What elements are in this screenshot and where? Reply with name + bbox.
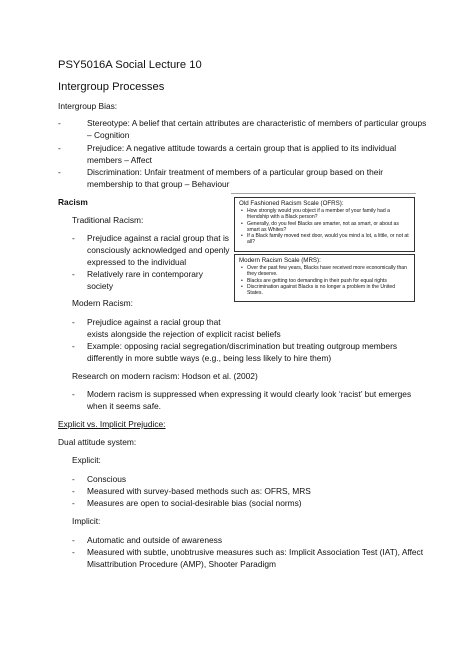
bullet-marker: - (58, 118, 61, 128)
explicit-item-1: Conscious (87, 474, 127, 484)
bullet-marker: - (72, 389, 75, 399)
ofrs-list (239, 208, 410, 246)
research-label: Research on modern racism: Hodson et al. (2002) (72, 371, 258, 381)
section-title: Intergroup Processes (58, 81, 165, 93)
traditional-item-2-line-2: society (87, 281, 114, 291)
bias-item-stereotype: Stereotype: A belief that certain attributes are characteristic of members of particular groups (87, 118, 427, 128)
modern-item-1-line-2: exists alongside the rejection of explicit racist beliefs (87, 329, 281, 339)
traditional-item-1-line-3: expressed to the individual (87, 257, 187, 267)
mrs-item: • Blacks are getting too demanding in their push for equal rights (247, 278, 410, 284)
traditional-item-2-line-1: Relatively rare in contemporary (87, 269, 203, 279)
bullet-marker: - (72, 269, 75, 279)
bullet-marker: - (72, 341, 75, 351)
explicit-item-3: Measures are open to social-desirable bias (social norms) (87, 498, 302, 508)
bullet-marker: - (72, 535, 75, 545)
modern-item-2-line-2: differently in more subtle ways (e.g., being less likely to hire them) (87, 353, 332, 363)
ofrs-box (234, 197, 415, 252)
bias-item-stereotype-cont: – Cognition (87, 130, 130, 140)
mrs-list (239, 265, 410, 296)
explicit-item-2: Measured with survey-based methods such as: OFRS, MRS (87, 486, 311, 496)
implicit-item-2-line-2: Misattribution Procedure (AMP), Shooter Paradigm (87, 559, 276, 569)
modern-item-1-line-1: Prejudice against a racial group that (87, 317, 221, 327)
bias-item-prejudice-cont: members – Affect (87, 155, 153, 165)
mrs-item: • Discrimination against Blacks is no longer a problem in the United States. (247, 284, 410, 297)
traditional-racism-label: Traditional Racism: (72, 215, 144, 225)
course-title: PSY5016A Social Lecture 10 (58, 59, 202, 71)
bullet-marker: - (72, 474, 75, 484)
traditional-item-1-line-1: Prejudice against a racial group that is (87, 233, 229, 243)
ofrs-title: Old Fashioned Racism Scale (OFRS): (239, 200, 344, 207)
bias-item-discrimination: Discrimination: Unfair treatment of members of a particular group based on their (87, 167, 384, 177)
bullet-marker: - (58, 143, 61, 153)
racism-heading: Racism (58, 197, 88, 207)
implicit-item-1: Automatic and outside of awareness (87, 535, 223, 545)
bullet-marker: - (72, 498, 75, 508)
bullet-marker: - (72, 317, 75, 327)
bullet-marker: - (58, 167, 61, 177)
implicit-item-2-line-1: Measured with subtle, unobtrusive measures such as: Implicit Association Test (IAT), Affect (87, 547, 424, 557)
bullet-marker: - (72, 547, 75, 557)
intergroup-bias-label: Intergroup Bias: (58, 101, 118, 111)
dual-attitude-label: Dual attitude system: (58, 437, 137, 447)
research-item-line-2: when it seems safe. (87, 401, 162, 411)
mrs-title: Modern Racism Scale (MRS): (239, 257, 321, 264)
bullet-marker: - (72, 233, 75, 243)
modern-racism-label: Modern Racism: (72, 298, 133, 308)
mrs-box (234, 254, 415, 302)
explicit-label: Explicit: (72, 455, 101, 465)
ofrs-item: • How strongly would you object if a member of your family had a friendship with a Black person? (247, 208, 410, 221)
mrs-item: • Over the past few years, Blacks have received more economically than they deserve. (247, 265, 410, 278)
explicit-implicit-heading: Explicit vs. Implicit Prejudice: (58, 419, 166, 429)
ofrs-item: • Generally, do you feel Blacks are smarter, not as smart, or about as smart as Whites? (247, 221, 410, 234)
bias-item-discrimination-cont: membership to that group – Behaviour (87, 179, 230, 189)
section-divider (231, 193, 416, 194)
research-item-line-1: Modern racism is suppressed when expressing it would clearly look ‘racist’ but emerges (87, 389, 412, 399)
modern-item-2-line-1: Example: opposing racial segregation/discrimination but treating outgroup members (87, 341, 398, 351)
ofrs-item: • If a Black family moved next door, would you mind a lot, a little, or not at all? (247, 233, 410, 246)
implicit-label: Implicit: (72, 516, 101, 526)
bullet-marker: - (72, 486, 75, 496)
traditional-item-1-line-2: consciously acknowledged and openly (87, 245, 230, 255)
bias-item-prejudice: Prejudice: A negative attitude towards a certain group that is applied to its individual (87, 143, 397, 153)
